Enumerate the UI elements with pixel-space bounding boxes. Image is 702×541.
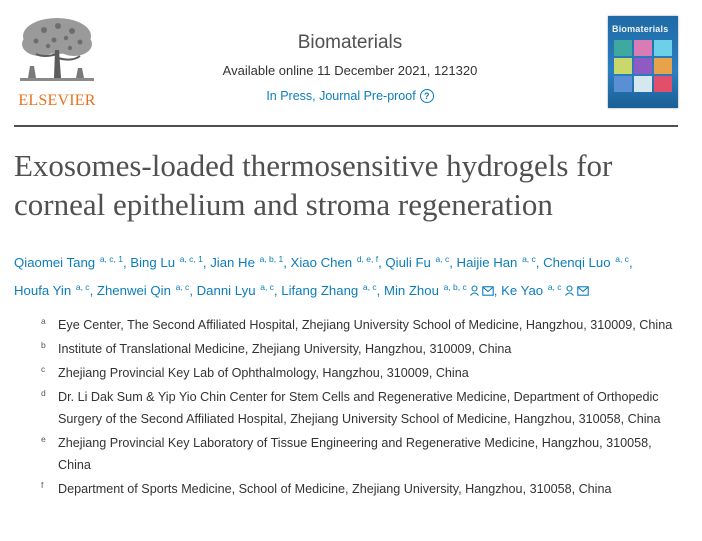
affiliation-text: Department of Sports Medicine, School of Medicine, Zhejiang University, Hangzhou, 310058, China — [58, 482, 612, 496]
journal-cover[interactable] — [608, 16, 678, 108]
publisher-logo[interactable] — [14, 14, 100, 110]
cover-title: Biomaterials — [612, 24, 669, 34]
affiliation-label: d — [41, 388, 46, 398]
author-link[interactable]: Qiuli Fu $^{a, c}$ — [385, 254, 450, 270]
affiliation-label: b — [41, 340, 46, 350]
author-list: Qiaomei Tang $^{a, c, 1}$, Bing Lu $^{a, c, 1}$, Jian He $^{a, b, 1}$, Xiao Chen $^{d, e, f}$, Qiuli Fu $^{a, c}$, Haijie Han $^{a, c}$, Chenqi Luo $^{a, c}$, Houfa Yin $^{a, c}$, Zhenwei Qin $^{a, c}$, Danni Lyu $^{a, c}$, Lifang Zhang $^{a, c}$, Min Zhou $^{a, b, c}$ , Ke Yao $^{a, c}$ — [14, 254, 633, 298]
email-icon[interactable] — [482, 286, 494, 296]
author-link[interactable]: Zhenwei Qin $^{a, c}$ — [96, 282, 190, 298]
affiliation-text: Institute of Translational Medicine, Zhejiang University, Hangzhou, 310009, China — [58, 342, 512, 356]
status-label[interactable]: In Press, Journal Pre-proof — [266, 89, 416, 103]
affiliation-label: e — [41, 434, 46, 444]
pre-proof-status[interactable] — [266, 89, 433, 103]
author-link[interactable]: Danni Lyu $^{a, c}$ — [196, 282, 274, 298]
title-line-1: Exosomes-loaded thermosensitive hydrogels for — [14, 148, 613, 183]
author-link[interactable]: Xiao Chen $^{d, e, f}$ — [290, 254, 379, 270]
cover-artwork — [614, 40, 672, 92]
title-line-2: corneal epithelium and stroma regeneration — [14, 187, 553, 222]
affiliation-text: Zhejiang Provincial Key Laboratory of Tissue Engineering and Regenerative Medicine, Hangzhou, 310058, China — [58, 436, 652, 472]
article-header — [0, 0, 702, 130]
affiliation-text: Zhejiang Provincial Key Lab of Ophthalmology, Hangzhou, 310009, China — [58, 366, 469, 380]
author-link[interactable]: Houfa Yin $^{a, c}$ — [14, 282, 90, 298]
affiliation-item — [36, 478, 686, 500]
journal-name[interactable]: Biomaterials — [297, 32, 403, 53]
person-icon[interactable] — [469, 285, 480, 296]
affiliation-label: c — [41, 364, 46, 374]
header-divider — [14, 125, 678, 127]
affiliation-item — [36, 432, 686, 476]
person-icon[interactable] — [564, 285, 575, 296]
affiliation-text: Dr. Li Dak Sum & Yip Yio Chin Center for Stem Cells and Regenerative Medicine, Department of Orthopedic Surgery of the Second Affiliated Hospital, Zhejiang University School of Medicine, Hangzhou, 310058, China — [58, 390, 661, 426]
affiliation-item — [36, 386, 686, 430]
journal-info — [200, 32, 500, 105]
author-link[interactable]: Min Zhou $^{a, b, c}$ — [384, 283, 494, 298]
publisher-name: ELSEVIER — [18, 92, 96, 109]
article-title — [14, 146, 694, 224]
affiliation-item — [36, 338, 686, 360]
author-link[interactable]: Chenqi Luo $^{a, c}$ — [543, 254, 629, 270]
email-icon[interactable] — [577, 286, 589, 296]
author-link[interactable]: Jian He $^{a, b, 1}$ — [210, 254, 284, 270]
author-link[interactable]: Lifang Zhang $^{a, c}$ — [281, 282, 377, 298]
author-link[interactable]: Bing Lu $^{a, c, 1}$ — [130, 254, 203, 270]
affiliation-label: a — [41, 316, 46, 326]
affiliation-item — [36, 314, 686, 336]
affiliation-item — [36, 362, 686, 384]
help-circle-icon[interactable]: ? — [420, 89, 434, 103]
affiliation-list — [36, 314, 686, 500]
availability-date: Available online 11 December 2021, 121320 — [222, 63, 478, 78]
author-link[interactable]: Haijie Han $^{a, c}$ — [456, 254, 536, 270]
author-link[interactable]: Ke Yao $^{a, c}$ — [501, 283, 588, 298]
affiliation-label: f — [41, 480, 44, 490]
elsevier-tree-logo-icon — [14, 14, 100, 92]
affiliation-text: Eye Center, The Second Affiliated Hospital, Zhejiang University School of Medicine, Hangzhou, 310009, China — [58, 318, 673, 332]
author-link[interactable]: Qiaomei Tang $^{a, c, 1}$ — [14, 254, 123, 270]
